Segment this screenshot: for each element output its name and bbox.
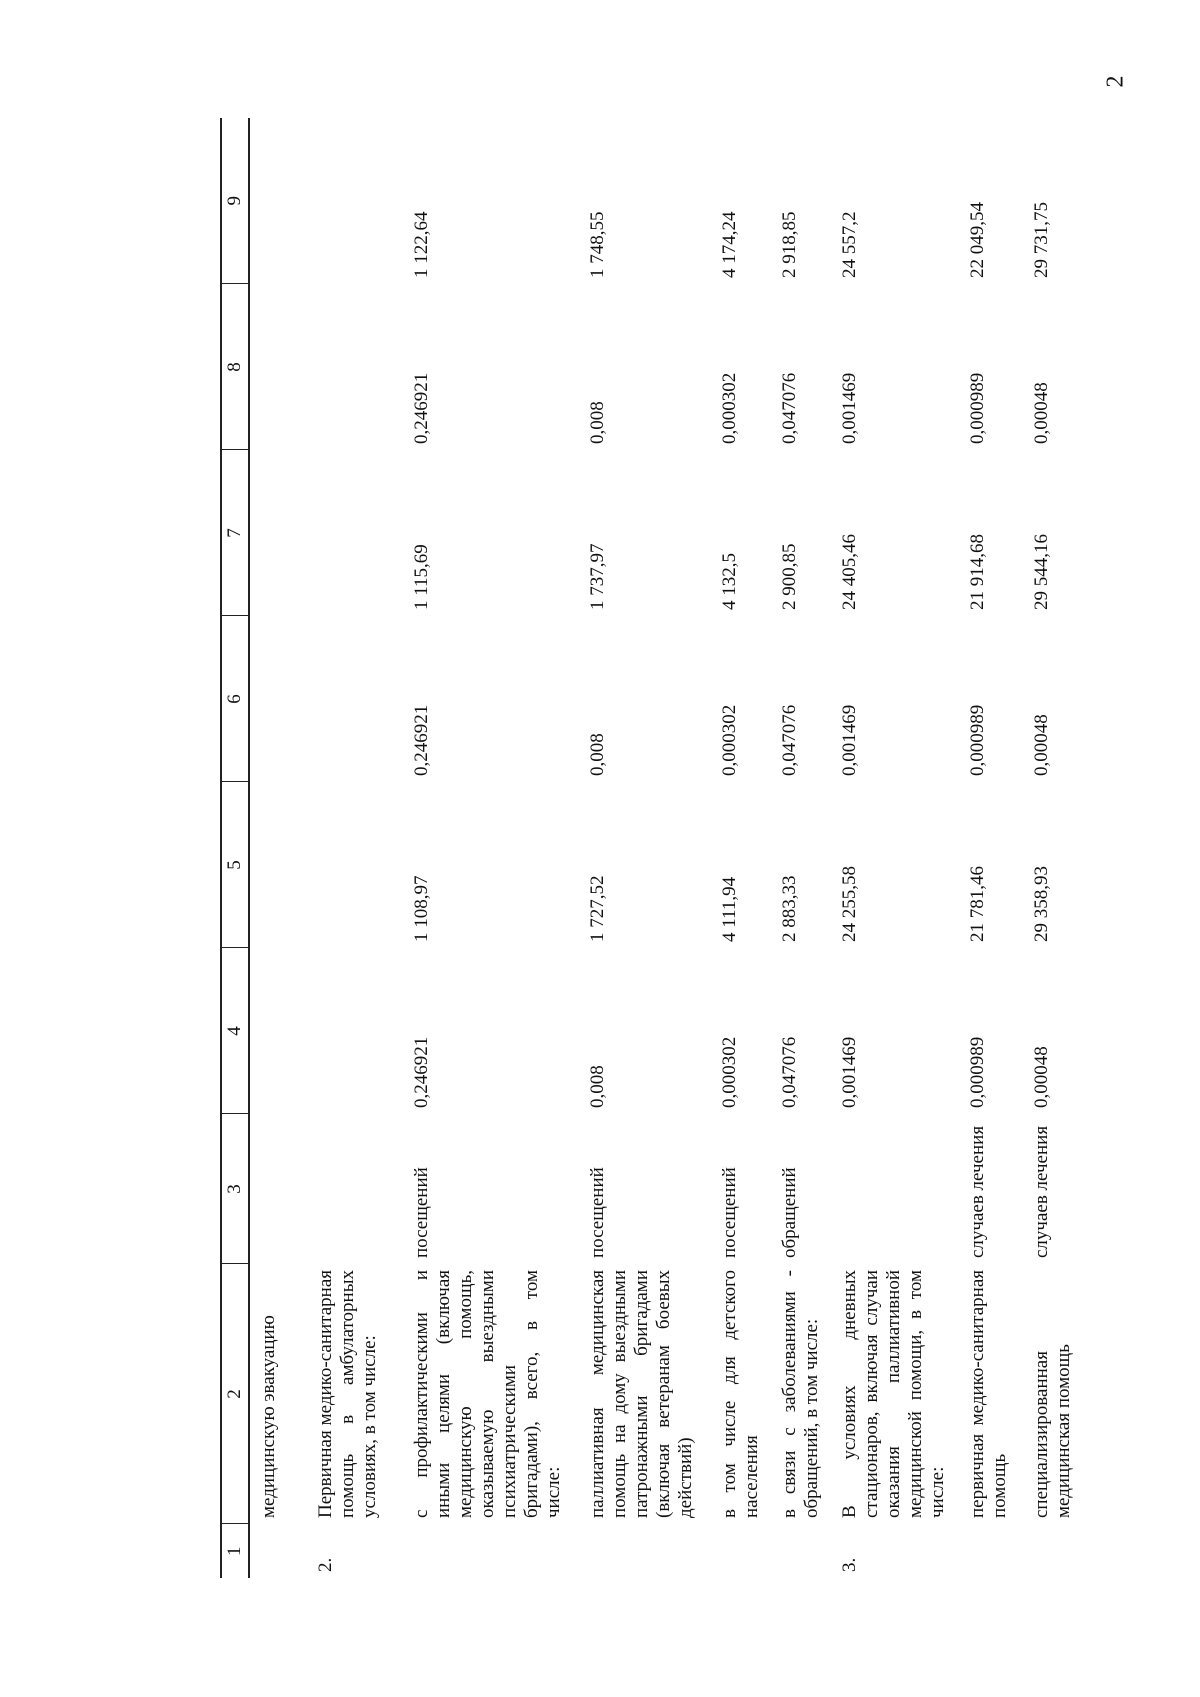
row-number: 2. [315, 1557, 336, 1572]
row-description: медицинскую эвакуацию [258, 1315, 279, 1518]
cell-value: 2 900,85 [779, 543, 800, 610]
row-number [579, 1524, 711, 1578]
cell-value: 0,000989 [967, 1036, 988, 1108]
table-row [249, 118, 307, 1578]
cell-value: 0,001469 [839, 704, 860, 776]
row-unit: случаев лечения [1031, 1125, 1052, 1258]
cell-value [307, 948, 403, 1114]
cell-value [307, 118, 403, 284]
table-row [711, 118, 771, 1578]
col-header-9: 9 [221, 118, 249, 284]
cell-value: 0,047076 [779, 372, 800, 444]
cell-value [307, 284, 403, 450]
row-description: Первичная медико-санитарная помощь в амбулаторных условиях, в том числе: [315, 1270, 380, 1518]
cell-value [249, 450, 307, 616]
col-header-5: 5 [221, 782, 249, 948]
row-description: паллиативная медицинская помощь на дому выездными патронажными бригадами (включая ветеранам боевых действий) [587, 1270, 696, 1518]
cell-value [249, 782, 307, 948]
row-description: в связи с заболеваниями - обращений, в том числе: [779, 1270, 822, 1518]
cell-value: 0,047076 [779, 704, 800, 776]
row-description: с профилактическими и иными целями (включая медицинскую помощь, оказываемую выездными психиатрическими бригадами), всего, в том числе: [411, 1270, 564, 1518]
cell-value: 0,008 [587, 1065, 608, 1108]
cell-value: 0,001469 [839, 1036, 860, 1108]
cell-value: 1 122,64 [411, 211, 432, 278]
cell-value: 24 255,58 [839, 866, 860, 942]
col-header-8: 8 [221, 284, 249, 450]
cell-value: 0,000302 [719, 704, 740, 776]
col-header-7: 7 [221, 450, 249, 616]
cell-value: 21 781,46 [967, 866, 988, 942]
rotated-table-container [220, 118, 1080, 1578]
row-description: В условиях дневных стационаров, включая случаи оказания паллиативной медицинской помощи, в том числе: [839, 1270, 948, 1518]
cell-value: 24 557,2 [839, 211, 860, 278]
cell-value: 29 731,75 [1031, 202, 1052, 278]
table-row [831, 118, 959, 1578]
cell-value: 0,00048 [1031, 714, 1052, 776]
row-number [1023, 1524, 1083, 1578]
row-description: в том числе для детского населения [719, 1270, 762, 1518]
header-row [221, 118, 249, 1578]
row-number: 3. [839, 1557, 860, 1572]
col-header-1: 1 [221, 1524, 249, 1578]
row-unit [249, 1114, 307, 1264]
cell-value: 0,246921 [411, 372, 432, 444]
row-description: первичная медико-санитарная помощь [967, 1270, 1010, 1518]
cell-value: 0,008 [587, 733, 608, 776]
table-row [1023, 118, 1083, 1578]
cell-value [249, 118, 307, 284]
cell-value: 0,001469 [839, 372, 860, 444]
cell-value: 1 727,52 [587, 875, 608, 942]
table-row [771, 118, 831, 1578]
row-number [959, 1524, 1023, 1578]
cell-value: 0,000989 [967, 704, 988, 776]
cell-value [249, 616, 307, 782]
row-description: специализированная медицинская помощь [1031, 1344, 1074, 1518]
col-header-3: 3 [221, 1114, 249, 1264]
row-number [771, 1524, 831, 1578]
cell-value: 0,000302 [719, 372, 740, 444]
cell-value: 0,246921 [411, 1036, 432, 1108]
table-row [307, 118, 403, 1578]
cell-value: 29 544,16 [1031, 534, 1052, 610]
cell-value: 24 405,46 [839, 534, 860, 610]
row-unit: посещений [411, 1167, 432, 1258]
table-row [579, 118, 711, 1578]
row-number [403, 1524, 579, 1578]
row-unit: обращений [779, 1167, 800, 1258]
page-number: 2 [1102, 75, 1129, 88]
cell-value: 0,000302 [719, 1036, 740, 1108]
cell-value [307, 450, 403, 616]
col-header-4: 4 [221, 948, 249, 1114]
row-number [249, 1524, 307, 1578]
table-row [403, 118, 579, 1578]
cell-value: 2 883,33 [779, 875, 800, 942]
cell-value: 1 737,97 [587, 543, 608, 610]
cell-value: 21 914,68 [967, 534, 988, 610]
row-unit [307, 1114, 403, 1264]
cell-value: 4 174,24 [719, 211, 740, 278]
cell-value [307, 782, 403, 948]
cell-value: 2 918,85 [779, 211, 800, 278]
cell-value: 1 115,69 [411, 544, 432, 610]
row-number [711, 1524, 771, 1578]
cell-value: 0,246921 [411, 704, 432, 776]
cell-value: 0,047076 [779, 1036, 800, 1108]
cell-value: 0,00048 [1031, 1046, 1052, 1108]
row-unit: посещений [587, 1167, 608, 1258]
table-row [959, 118, 1023, 1578]
cell-value: 1 108,97 [411, 875, 432, 942]
col-header-6: 6 [221, 616, 249, 782]
cell-value: 0,008 [587, 401, 608, 444]
cell-value: 4 132,5 [719, 553, 740, 610]
row-unit: посещений [719, 1167, 740, 1258]
cell-value: 1 748,55 [587, 211, 608, 278]
cell-value [249, 284, 307, 450]
cell-value [249, 948, 307, 1114]
cell-value: 22 049,54 [967, 202, 988, 278]
row-unit: случаев лечения [967, 1125, 988, 1258]
cell-value: 0,00048 [1031, 382, 1052, 444]
row-unit [831, 1114, 959, 1264]
cell-value: 4 111,94 [719, 876, 740, 942]
cell-value [307, 616, 403, 782]
col-header-2: 2 [221, 1264, 249, 1524]
cell-value: 0,000989 [967, 372, 988, 444]
norms-table [220, 118, 1083, 1578]
cell-value: 29 358,93 [1031, 866, 1052, 942]
